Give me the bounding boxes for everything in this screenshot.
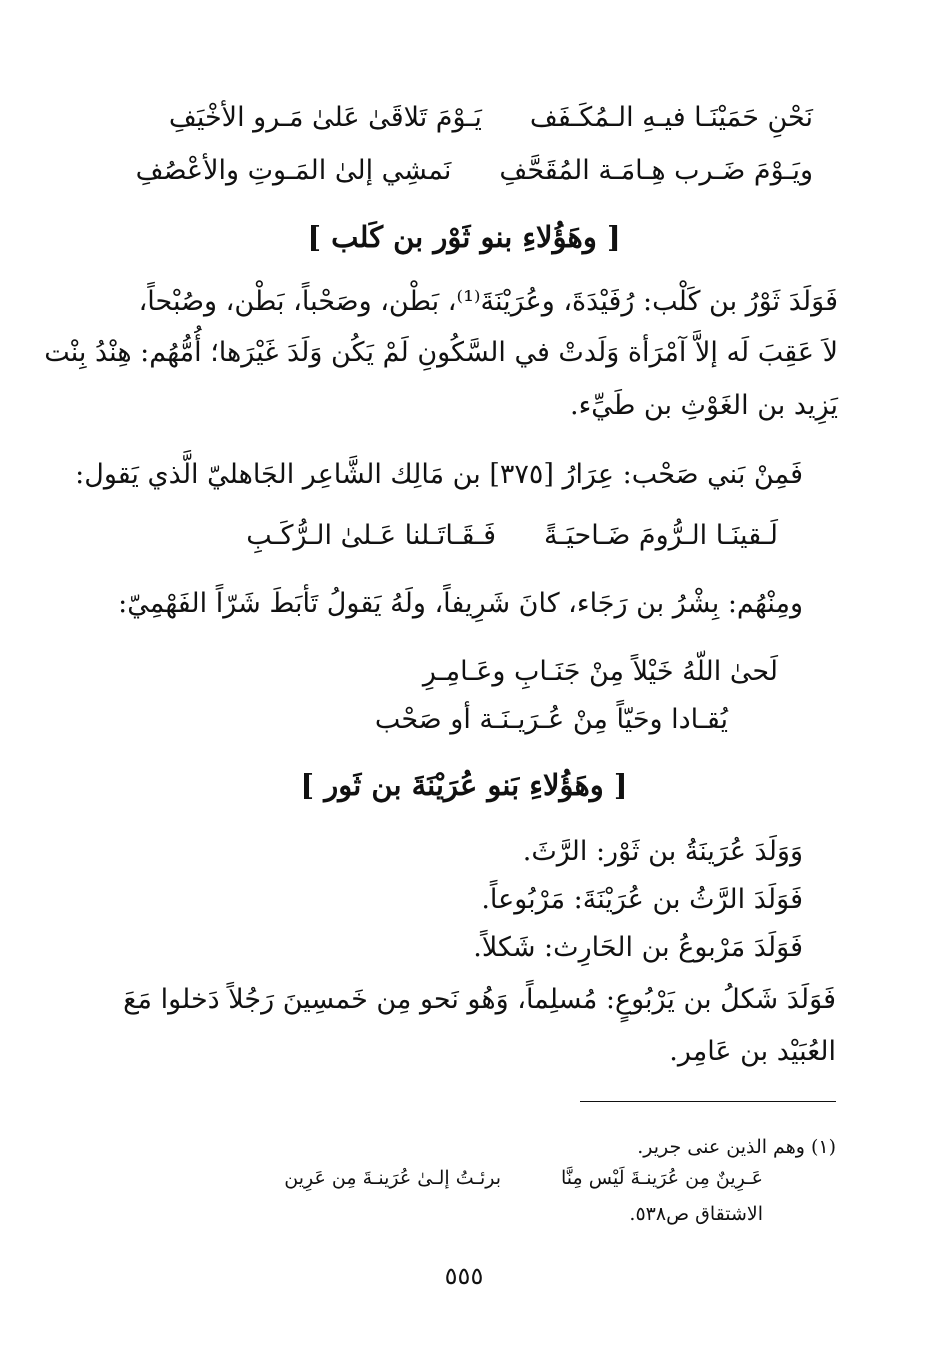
poem-verse-1 (169, 98, 813, 138)
section-heading-urayna: [ وهَؤُلاءِ بَنو عُرَيْنَةَ بن ثَور ] (300, 768, 628, 802)
poem-verse-2 (136, 151, 813, 191)
paragraph-line: يَزِيد بن الغَوْثِ بن طَيِّء. (570, 390, 838, 421)
paragraph-line: وَوَلَدَ عُرَينَةُ بن ثَوْر: الرَّثَ. (522, 836, 803, 867)
footnote-line: (١) وهم الذين عنى جرير. (637, 1136, 836, 1158)
paragraph-line: ومِنْهُم: بِشْرُ بن رَجَاء، كانَ شَرِيفاً، ولَهُ يَقولُ تَأبَطَ شَرّاً الفَهْمِيّ: (118, 588, 803, 619)
verse-line: يُقـادا وحَيّاً مِنْ عُـرَيـنَـة أو صَحْب (374, 704, 728, 735)
verse-hemistich-left: نَمشِي إلىٰ المَـوتِ والأعْصُفِ (135, 155, 452, 186)
verse-hemistich-left: يَـوْمَ تَلاقَىٰ عَلىٰ مَـرو الأخْيَفِ (168, 102, 482, 133)
section-heading-thawr: [ وهَؤُلاءِ بنو ثَوْر بن كَلب ] (307, 220, 621, 254)
verse-line: لَحىٰ اللّهُ خَيْلاً مِنْ جَنَـابِ وعَـامِـرِ (422, 656, 778, 687)
paragraph-line: العُبَيْد بن عَامِر. (669, 1036, 836, 1067)
footnote-hemistich-left: برئـتُ إلـىٰ عُرَينـةَ مِن عَرِين (284, 1167, 502, 1189)
paragraph-line: فَمِنْ بَني صَحْب: عِرَارُ [٣٧٥] بن مَالِك الشَّاعِر الجَاهليّ الَّذي يَقول: (75, 459, 803, 490)
verse-hemistich-left: فَـقَـاتَـلنا عَـلىٰ الـرُّكَـبِ (246, 520, 497, 551)
verse-hemistich-right: لَـقينَـا الـرُّومَ ضَـاحيَـةً (544, 520, 778, 551)
verse-hemistich-right: نَحْنِ حَمَيْنَـا فيـهِ الـمُكَـفَف (529, 102, 813, 133)
paragraph-line: فَوَلَدَ مَرْبوعُ بن الحَارِث: شَكلاً. (473, 932, 803, 963)
paragraph-line: لاَ عَقِبَ لَه إلاَّ آمْرَأة وَلَدتْ في السَّكُونِ لَمْ يَكُن وَلَدَ غَيْرَها؛ أُمُّهُم: هِنْدُ بِنْت (44, 337, 838, 368)
page-number: ٥٥٥ (444, 1262, 484, 1290)
footnote-hemistich-right: عَـرِينٌ مِن عُرَينـةَ لَيْس مِنَّا (561, 1167, 763, 1189)
paragraph-line: فَوَلَدَ شَكلُ بن يَرْبُوعٍ: مُسلِماً، وَهُو نَحو مِن خَمسِينَ رَجُلاً دَخلوا مَعَ (123, 984, 836, 1015)
footnote-divider (580, 1101, 836, 1102)
verse-hemistich-right: ويَـوْمَ ضَـرب هِـامَـة المُقَحَّفِ (499, 155, 813, 186)
footnote-line: الاشتقاق ص٥٣٨. (629, 1203, 763, 1225)
paragraph-line: فَوَلَدَ ثَوْرُ بن كَلْب: رُفَيْدَةَ، وعُرَيْنَةَ⁽¹⁾، بَطْن، وصَحْباً، بَطْن، وصُبْحاً، (138, 286, 838, 317)
poem-verse-3 (246, 516, 778, 556)
footnote-verse (284, 1164, 763, 1192)
paragraph-line: فَوَلَدَ الرَّثُ بن عُرَيْنَةَ: مَرْبُوعاً. (481, 884, 803, 915)
